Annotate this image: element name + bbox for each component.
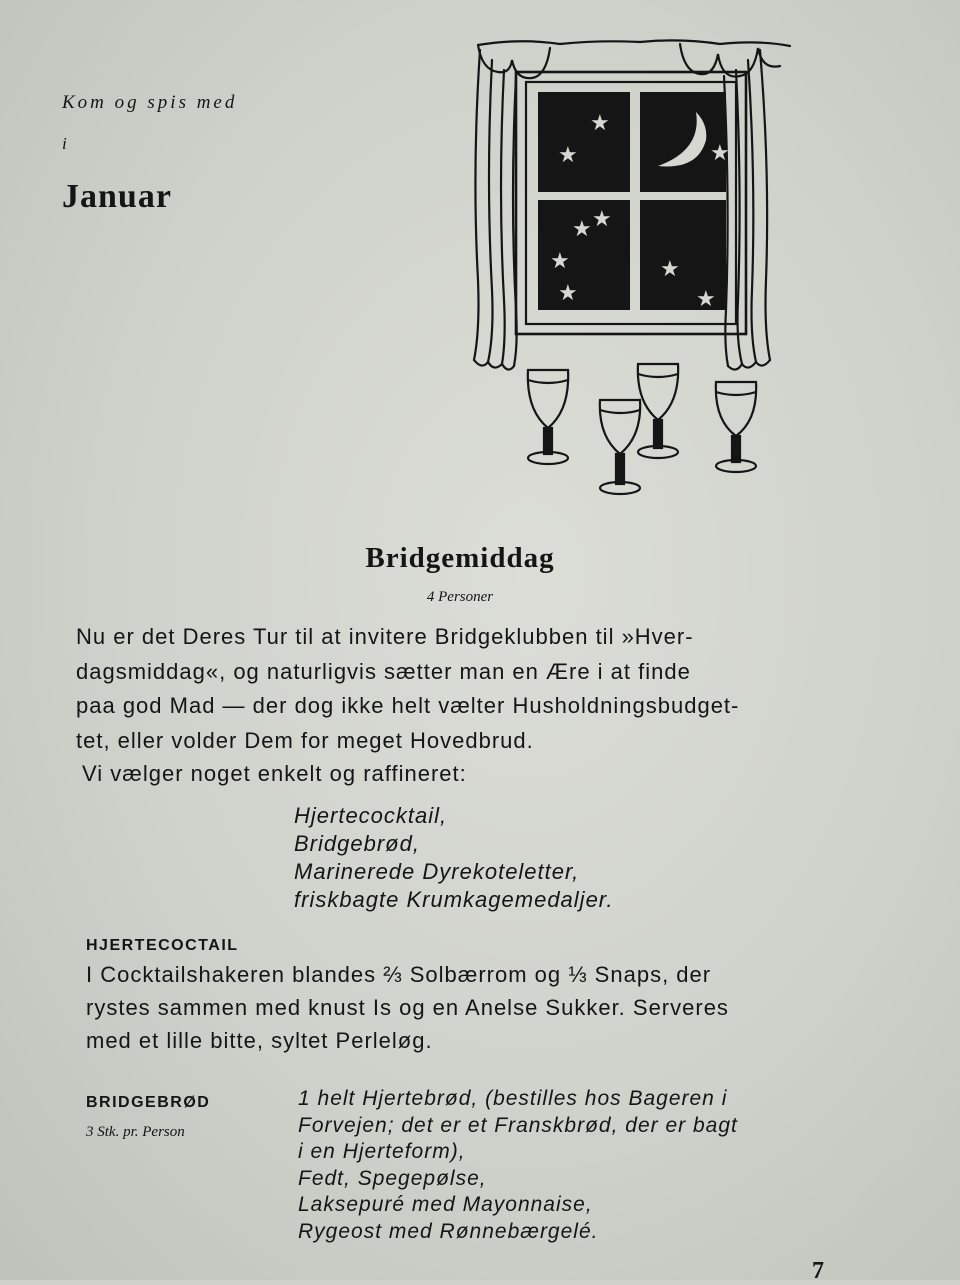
menu-item: friskbagte Krumkagemedaljer. bbox=[294, 887, 614, 912]
text-line: I Cocktailshakeren blandes ⅔ Solbærrom og ⅓ Snaps, der bbox=[86, 962, 712, 987]
page-number: 7 bbox=[812, 1258, 824, 1284]
menu-item: Hjertecocktail, bbox=[294, 803, 448, 828]
window-illustration bbox=[440, 30, 800, 510]
ingredient-line: i en Hjerteform), bbox=[298, 1140, 466, 1163]
chapter-kicker-i: i bbox=[62, 134, 67, 153]
svg-text:★: ★ bbox=[572, 217, 592, 242]
ingredient-line: 1 helt Hjertebrød, (bestilles hos Bageren i bbox=[298, 1087, 728, 1110]
svg-text:★: ★ bbox=[590, 111, 610, 136]
svg-text:★: ★ bbox=[710, 141, 730, 166]
svg-text:★: ★ bbox=[550, 249, 570, 274]
bridgebrod-portion: 3 Stk. pr. Person bbox=[86, 1124, 185, 1140]
svg-text:★: ★ bbox=[660, 257, 680, 282]
bridgebrod-ingredients bbox=[298, 1086, 738, 1245]
menu-item: Marinerede Dyrekoteletter, bbox=[294, 859, 580, 884]
intro-lead-in: Vi vælger noget enkelt og raffineret: bbox=[82, 761, 467, 786]
intro-line: dagsmiddag«, og naturligvis sætter man en Ære i at finde bbox=[76, 658, 691, 684]
ingredient-line: Fedt, Spegepølse, bbox=[298, 1166, 487, 1190]
intro-paragraph bbox=[76, 620, 846, 758]
intro-line: tet, eller volder Dem for meget Hovedbrud. bbox=[76, 727, 534, 753]
text-line: med et lille bitte, syltet Perleløg. bbox=[86, 1028, 433, 1053]
month-heading: Januar bbox=[62, 178, 172, 215]
menu-item: Bridgebrød, bbox=[294, 831, 420, 856]
hjertecoctail-heading: HJERTECOCTAIL bbox=[86, 937, 239, 954]
hjertecoctail-text bbox=[86, 958, 838, 1057]
bridgebrod-heading: BRIDGEBRØD bbox=[86, 1094, 211, 1111]
menu-list bbox=[294, 802, 613, 914]
ingredient-line: Rygeost med Rønnebærgelé. bbox=[298, 1219, 599, 1243]
svg-text:★: ★ bbox=[558, 143, 578, 168]
intro-line: Nu er det Deres Tur til at invitere Bridgeklubben til »Hver- bbox=[76, 624, 694, 649]
servings-note: 4 Personer bbox=[426, 589, 494, 605]
intro-line: paa god Mad — der dog ikke helt vælter Husholdningsbudget- bbox=[76, 693, 740, 718]
ingredient-line: Laksepuré med Mayonnaise, bbox=[298, 1193, 593, 1216]
text-line: rystes sammen med knust Is og en Anelse Sukker. Serveres bbox=[86, 995, 729, 1020]
svg-text:★: ★ bbox=[558, 281, 578, 306]
recipe-title: Bridgemiddag bbox=[365, 542, 555, 574]
svg-text:★: ★ bbox=[696, 287, 716, 312]
svg-text:★: ★ bbox=[592, 207, 612, 232]
chapter-kicker: Kom og spis med bbox=[62, 92, 238, 113]
ingredient-line: Forvejen; det er et Franskbrød, der er bagt bbox=[298, 1113, 738, 1137]
